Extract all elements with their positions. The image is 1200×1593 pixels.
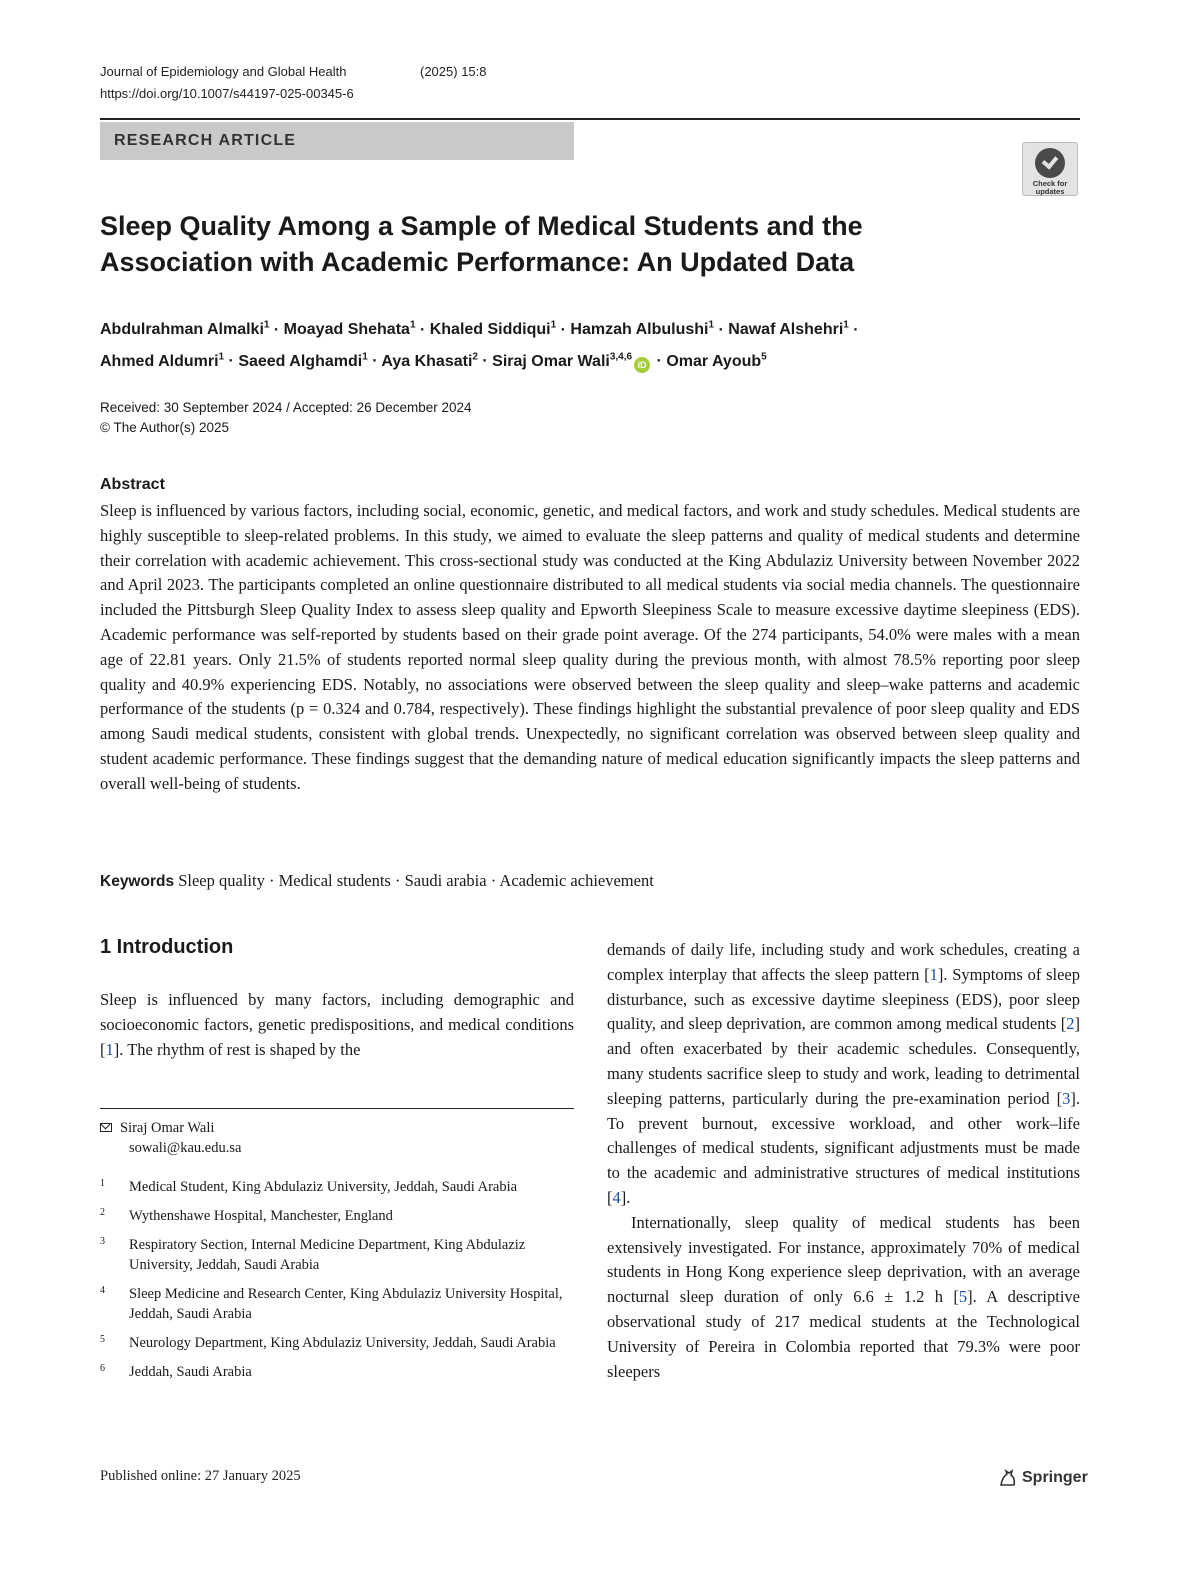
affiliation-item: 4 Sleep Medicine and Research Center, King Abdulaziz University Hospital, Jeddah, Saudi Arabia bbox=[100, 1285, 563, 1322]
keywords-text: Sleep quality · Medical students · Saudi arabia · Academic achievement bbox=[178, 871, 654, 890]
citation-link[interactable]: 5 bbox=[958, 1287, 968, 1307]
affiliation-item: 6 Jeddah, Saudi Arabia bbox=[100, 1363, 252, 1380]
article-title: Sleep Quality Among a Sample of Medical Students and the Association with Academic Performance: An Updated Data bbox=[100, 211, 863, 277]
author[interactable]: Siraj Omar Wali$^{3,4,6}$ bbox=[492, 351, 633, 370]
article-dates bbox=[100, 398, 472, 438]
author[interactable]: Hamzah Albulushi$^1$ bbox=[570, 320, 715, 339]
keywords bbox=[100, 869, 1080, 894]
check-for-updates-badge[interactable] bbox=[1022, 142, 1078, 196]
author[interactable]: Omar Ayoub$^5$ bbox=[666, 351, 767, 370]
author-list: Abdulrahman Almalki$^1$ · Moayad Shehata$^1$ · Khaled Siddiqui$^1$ · Hamzah Albulushi$^1$ · Nawaf Alshehri$^1$ · Ahmed Aldumri$^1$ · Saeed Alghamdi$^1$ · Aya Khasati$^2$ · Siraj Omar Wali$^{3,4,6}$iD · Omar Ayoub$^5$ bbox=[100, 312, 1060, 375]
springer-horse-icon bbox=[998, 1468, 1018, 1488]
keywords-heading: Keywords bbox=[100, 873, 175, 890]
correspondence-name: Siraj Omar Wali bbox=[120, 1120, 215, 1136]
abstract-text: Sleep is influenced by various factors, including social, economic, genetic, and medical factors, and work and study schedules. Medical students are highly susceptible to sleep-related problems. In this study, we aimed to evaluate the sleep patterns and quality of medical students and determine their correlation with academic achievement. This cross-sectional study was conducted at the King Abdulaziz University between November 2022 and April 2023. The participants completed an online questionnaire distributed to all medical students via social media channels. The questionnaire included the Pittsburgh Sleep Quality Index to assess sleep quality and Epworth Sleepiness Scale to measure excessive daytime sleepiness (EDS). Academic performance was self-reported by students based on their grade point average. Of the 274 participants, 54.0% were males with a mean age of 22.81 years. Only 21.5% of students reported normal sleep quality during the previous month, with almost 78.5% reporting poor sleep quality and 40.9% experiencing EDS. Notably, no associations were observed between the sleep quality and sleep–wake patterns and academic performance of the students (p = 0.324 and 0.784, respectively). These findings highlight the substantial prevalence of poor sleep quality and EDS among Saudi medical students, consistent with global trends. Unexpectedly, no significant correlation was observed between sleep quality and student academic performance. These findings suggest that the demanding nature of medical education significantly impacts the sleep patterns and overall well-being of students. bbox=[100, 501, 1080, 793]
author[interactable]: Saeed Alghamdi$^1$ bbox=[238, 351, 368, 370]
author[interactable]: Moayad Shehata$^1$ bbox=[283, 320, 416, 339]
journal-name: Journal of Epidemiology and Global Health bbox=[100, 64, 347, 79]
affiliation-item: 1 Medical Student, King Abdulaziz University, Jeddah, Saudi Arabia bbox=[100, 1178, 518, 1195]
intro-right-column bbox=[607, 938, 1080, 1384]
orcid-icon[interactable]: iD bbox=[634, 357, 650, 373]
badge-line2: updates bbox=[1035, 187, 1065, 196]
published-online: Published online: 27 January 2025 bbox=[100, 1468, 301, 1484]
author[interactable]: Aya Khasati$^2$ bbox=[381, 351, 478, 370]
badge-line1: Check for bbox=[1032, 179, 1068, 188]
intro-paragraph: demands of daily life, including study and work schedules, creating a complex interplay that affects the sleep pattern [1]. Symptoms of sleep disturbance, such as excessive daytime sleepiness (EDS), poor sleep quality, and sleep deprivation, are common among medical students [2] and often exacerbated by their academic schedules. Consequently, many students sacrifice sleep to study and work, leading to detrimental sleeping patterns, particularly during the pre-examination period [3]. To prevent burnout, excessive workload, and other work–life challenges of medical students, significant adjustments must be made to the academic and administrative structures of medical institutions [4]. bbox=[607, 940, 1081, 1207]
abstract-heading: Abstract bbox=[100, 476, 165, 493]
header-rule bbox=[100, 118, 1080, 120]
doi-link[interactable]: https://doi.org/10.1007/s44197-025-00345-6 bbox=[100, 86, 354, 101]
section-heading-introduction: 1 Introduction bbox=[100, 936, 234, 958]
publisher-name: Springer bbox=[1022, 1469, 1088, 1486]
article-type-banner: RESEARCH ARTICLE bbox=[100, 122, 574, 160]
citation-link[interactable]: 2 bbox=[1066, 1014, 1075, 1034]
citation-link[interactable]: 4 bbox=[612, 1187, 621, 1207]
publisher-logo bbox=[998, 1468, 1088, 1488]
journal-volume: (2025) 15:8 bbox=[420, 64, 487, 79]
copyright: © The Author(s) 2025 bbox=[100, 420, 230, 435]
citation-link[interactable]: 3 bbox=[1062, 1088, 1071, 1108]
intro-left-column bbox=[100, 988, 574, 1062]
author[interactable]: Abdulrahman Almalki$^1$ bbox=[100, 320, 270, 339]
citation-link[interactable]: 1 bbox=[929, 964, 938, 984]
envelope-icon bbox=[100, 1123, 112, 1132]
check-updates-icon bbox=[1035, 148, 1065, 178]
footnote-rule bbox=[100, 1108, 574, 1109]
author[interactable]: Nawaf Alshehri$^1$ bbox=[728, 320, 849, 339]
author[interactable]: Ahmed Aldumri$^1$ bbox=[100, 351, 225, 370]
author[interactable]: Khaled Siddiqui$^1$ bbox=[429, 320, 557, 339]
affiliation-item: 3 Respiratory Section, Internal Medicine Department, King Abdulaziz University, Jeddah, Saudi Arabia bbox=[100, 1236, 526, 1273]
intro-paragraph: Internationally, sleep quality of medical students has been extensively investigated. For instance, approximately 70% of medical students in Hong Kong experience sleep deprivation, with an average nocturnal sleep duration of only 6.6 ± 1.2 h [5]. A descriptive observational study of 217 medical students at the Technological University of Pereira in Colombia reported that 79.3% were poor sleepers bbox=[607, 1212, 1080, 1381]
correspondence bbox=[100, 1118, 574, 1158]
affiliation-item: 2 Wythenshawe Hospital, Manchester, England bbox=[100, 1207, 393, 1224]
intro-paragraph: Sleep is influenced by many factors, including demographic and socioeconomic factors, genetic predispositions, and medical conditions [1]. The rhythm of rest is shaped by the bbox=[100, 990, 574, 1059]
affiliations bbox=[100, 1177, 574, 1391]
affiliation-item: 5 Neurology Department, King Abdulaziz University, Jeddah, Saudi Arabia bbox=[100, 1334, 556, 1351]
citation-link[interactable]: 1 bbox=[105, 1039, 114, 1059]
received-accepted: Received: 30 September 2024 / Accepted: 26 December 2024 bbox=[100, 400, 472, 415]
correspondence-email[interactable]: sowali@kau.edu.sa bbox=[129, 1140, 242, 1156]
